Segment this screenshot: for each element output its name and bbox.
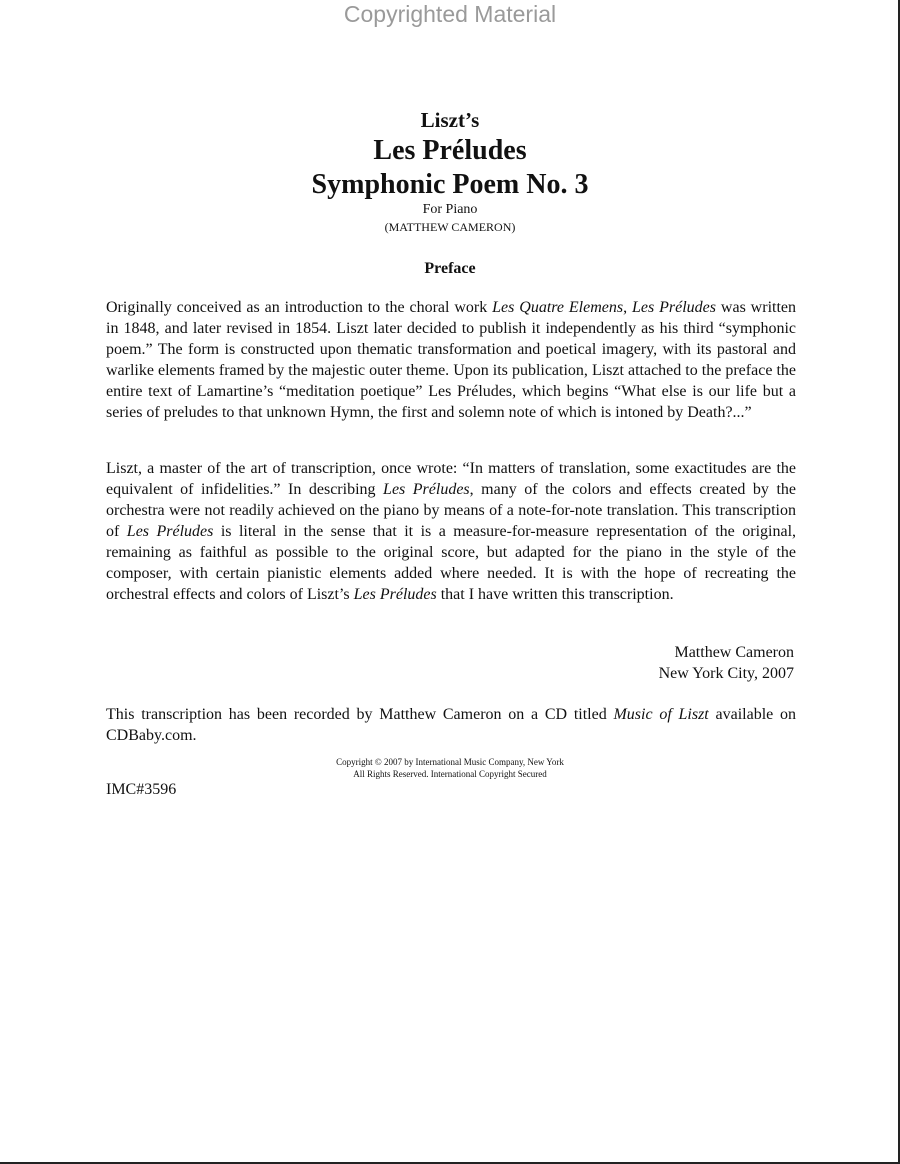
italic-title: Music of Liszt — [613, 706, 709, 723]
text-run: that I have written this transcription. — [436, 586, 674, 603]
work-subtitle: Symphonic Poem No. 3 — [311, 169, 589, 200]
watermark: Copyrighted Material — [343, 1, 557, 27]
recording-note — [106, 704, 796, 746]
signature-place-date: New York City, 2007 — [658, 665, 794, 682]
text-run: Liszt, a master of the art of transcription, once wrote: “In matters of translation, some exactitudes are the equivalent of infidelities.” In describing — [106, 460, 796, 498]
text-run: Originally conceived as an introduction to the choral work — [106, 299, 493, 316]
italic-title: Les Quatre Elemens — [492, 299, 624, 316]
preface-paragraph-1 — [106, 297, 796, 423]
text-run: , — [623, 299, 633, 316]
catalog-number: IMC#3596 — [106, 781, 177, 798]
text-run: is literal in the sense that it is a measure-for-measure representation of the original, remaining as faithful as possible to the original score, but adapted for the piano in the style of the composer, with certain pianistic elements added where needed. It is with the hope of recreating the orchestral effects and colors of Liszt’s — [106, 523, 797, 603]
instrument-line: For Piano — [422, 202, 478, 217]
signature-name: Matthew Cameron — [674, 644, 794, 661]
work-title: Les Préludes — [373, 135, 527, 166]
signature-block — [659, 642, 794, 684]
copyright-notice — [0, 756, 900, 780]
italic-title: Les Préludes — [383, 481, 470, 498]
text-run: available on CDBaby.com. — [106, 706, 796, 744]
italic-title: Les Préludes — [632, 299, 717, 316]
text-run: was written in 1848, and later revised in 1854. Liszt later decided to publish it independently as his third “symphonic poem.” The form is constructed upon thematic transformation and poetical imagery, with its pastoral and warlike elements framed by the majestic outer theme. Upon its publication, Liszt attached to the preface the entire text of Lamartine’s “meditation poetique” Les Préludes, which begins “What else is our life but a series of preludes to that unknown Hymn, the first and solemn note of which is intoned by Death?...” — [106, 299, 797, 421]
preface-paragraph-2 — [106, 458, 796, 605]
italic-title: Les Préludes — [126, 523, 214, 540]
preface-heading: Preface — [424, 260, 476, 277]
copyright-line-2: All Rights Reserved. International Copyright Secured — [353, 769, 547, 779]
text-run: This transcription has been recorded by Matthew Cameron on a CD titled — [106, 706, 614, 723]
title-block — [0, 106, 900, 202]
arranger-line: (MATTHEW CAMERON) — [384, 220, 516, 234]
composer-title: Liszt’s — [420, 108, 480, 132]
italic-title: Les Préludes — [353, 586, 437, 603]
text-run: , many of the colors and effects created by the orchestra were not readily achieved on the piano by means of a note-for-note translation. This transcription of — [106, 481, 796, 540]
copyright-line-1: Copyright © 2007 by International Music Company, New York — [336, 757, 564, 767]
